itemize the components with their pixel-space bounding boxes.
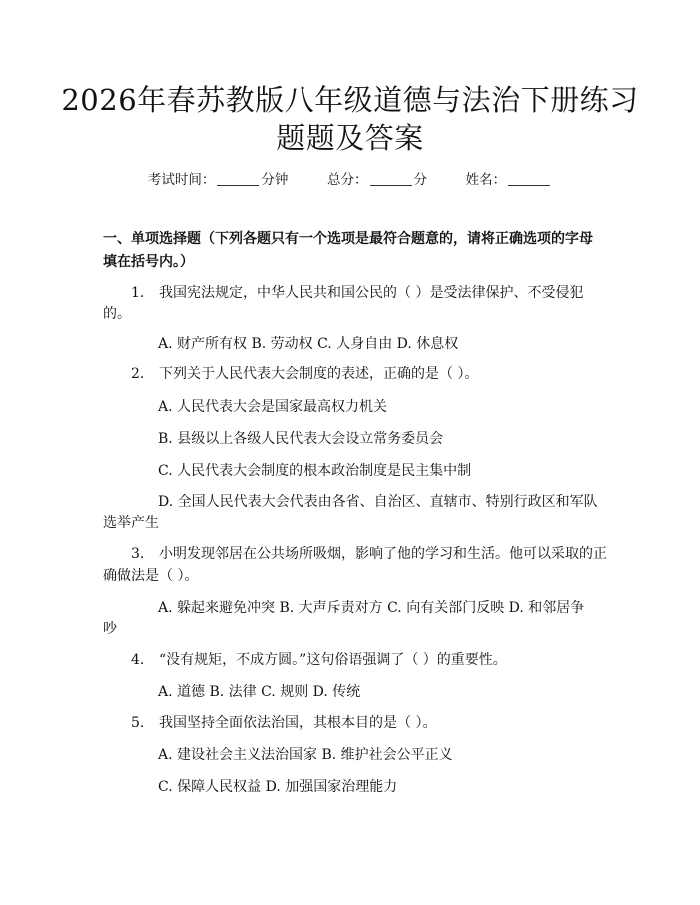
name-label: 姓名： xyxy=(465,172,507,188)
score-unit: 分 xyxy=(413,172,427,188)
question-1-stem-line-1: 我国宪法规定，中华人民共和国公民的（ ）是受法律保护、不受侵犯 xyxy=(159,285,584,301)
question-2-option-a: A. 人民代表大会是国家最高权力机关 xyxy=(158,399,388,415)
document-title-line-2: 题题及答案 xyxy=(276,121,424,155)
document-title-line-1: 2026年春苏教版八年级道德与法治下册练习 xyxy=(61,83,639,117)
question-3-number: 3. xyxy=(131,546,145,562)
section-heading-line-2: 填在括号内。） xyxy=(103,254,194,270)
question-4-stem xyxy=(131,650,507,670)
question-3-stem-line-2: 确做法是（ ）。 xyxy=(103,568,199,584)
question-2-option-b: B. 县级以上各级人民代表大会设立常务委员会 xyxy=(158,431,444,447)
question-5-options-line-1: A. 建设社会主义法治国家 B. 维护社会公平正义 xyxy=(158,747,453,763)
time-label: 考试时间： xyxy=(147,172,216,188)
time-unit: 分钟 xyxy=(261,172,289,188)
question-4-number: 4. xyxy=(131,652,145,668)
question-4-stem-line-1: “没有规矩，不成方圆。”这句俗语强调了（ ）的重要性。 xyxy=(159,652,507,668)
question-5-stem-line-1: 我国坚持全面依法治国，其根本目的是（ ）。 xyxy=(159,715,437,731)
score-label: 总分： xyxy=(327,172,368,188)
score-blank xyxy=(370,171,412,186)
question-4-options: A. 道德 B. 法律 C. 规则 D. 传统 xyxy=(158,684,361,700)
exam-meta xyxy=(0,168,700,188)
question-2-stem-line-1: 下列关于人民代表大会制度的表述，正确的是（ ）。 xyxy=(159,366,479,382)
question-1-stem xyxy=(131,283,583,303)
name-blank xyxy=(508,171,550,186)
question-1-stem-line-2: 的。 xyxy=(103,306,131,322)
question-2-number: 2. xyxy=(131,366,145,382)
section-heading-line-1: 一、单项选择题（下列各题只有一个选项是最符合题意的，请将正确选项的字母 xyxy=(103,231,593,247)
question-1-options: A. 财产所有权 B. 劳动权 C. 人身自由 D. 休息权 xyxy=(158,336,459,352)
question-3-stem-line-1: 小明发现邻居在公共场所吸烟，影响了他的学习和生活。他可以采取的正 xyxy=(159,546,607,562)
question-3-options: A. 躲起来避免冲突 B. 大声斥责对方 C. 向有关部门反映 D. 和邻居争 xyxy=(158,600,585,616)
question-1-number: 1. xyxy=(131,285,145,301)
question-2-option-d: D. 全国人民代表大会代表由各省、自治区、直辖市、特别行政区和军队 xyxy=(158,494,598,510)
question-5-stem xyxy=(131,713,436,733)
question-2-stem xyxy=(131,364,478,384)
time-blank xyxy=(217,171,259,186)
question-5-number: 5. xyxy=(131,715,145,731)
question-2-option-c: C. 人民代表大会制度的根本政治制度是民主集中制 xyxy=(158,463,472,479)
question-3-stem xyxy=(131,544,607,564)
question-2-option-d-cont: 选举产生 xyxy=(103,515,159,531)
question-5-options-line-2: C. 保障人民权益 D. 加强国家治理能力 xyxy=(158,779,398,795)
question-3-options-cont: 吵 xyxy=(103,621,117,637)
